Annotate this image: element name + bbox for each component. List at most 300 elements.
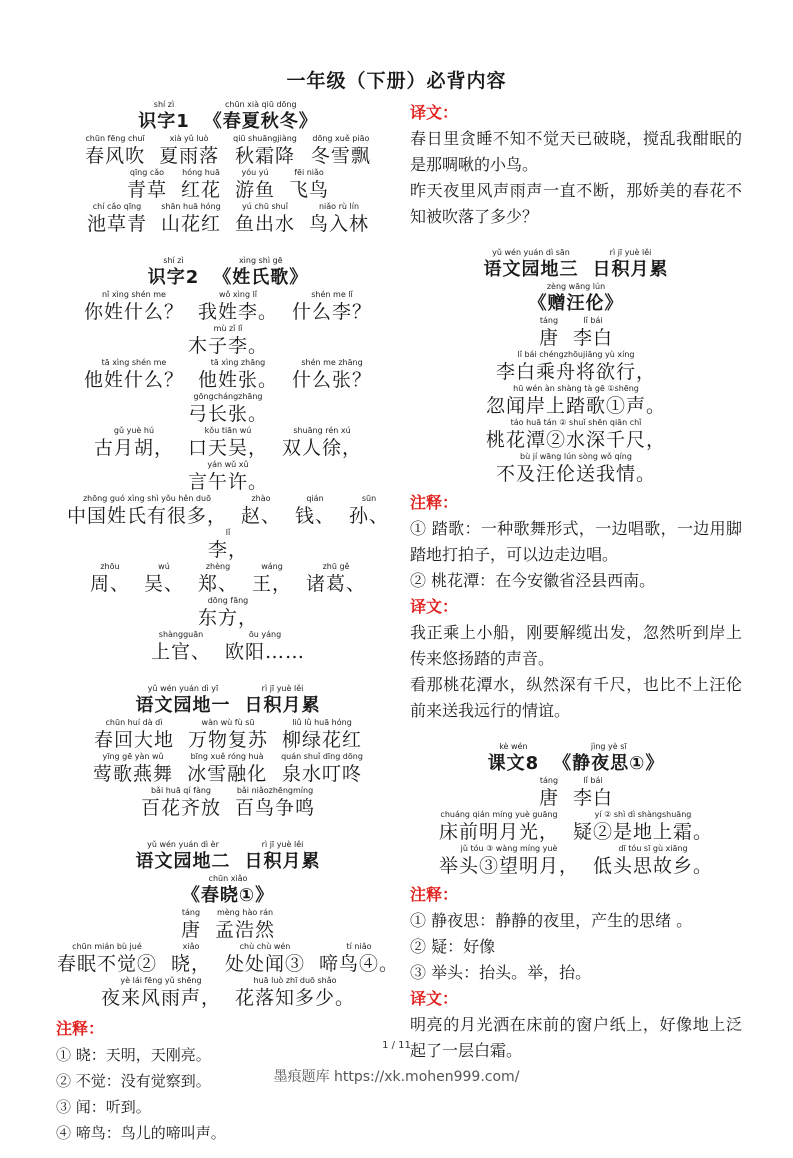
ruby-word xyxy=(529,282,624,316)
hanzi: 忽闻岸上踏歌①声。 xyxy=(485,395,666,417)
ruby-word xyxy=(349,494,389,528)
section-heading xyxy=(410,248,742,282)
pinyin: qiū shuāngjiàng xyxy=(233,134,297,143)
pinyin: chūn huí dà dì xyxy=(105,718,163,727)
translation-chunxiao xyxy=(410,100,742,230)
ruby-word xyxy=(553,742,664,776)
hanzi: 李白 xyxy=(573,787,614,809)
ruby-word xyxy=(215,908,275,942)
translation-text xyxy=(410,620,742,724)
ruby-word xyxy=(282,426,362,460)
hanzi: 什么张？ xyxy=(292,369,373,391)
hanzi: 百花齐放 xyxy=(140,797,221,819)
ruby-word xyxy=(252,562,292,596)
ruby-word xyxy=(573,810,713,844)
poem-author xyxy=(410,316,742,350)
right-column xyxy=(410,100,742,1076)
text-line: ① 晓：天明，天刚亮。 xyxy=(56,1046,211,1064)
hanzi: 《赠汪伦》 xyxy=(528,293,624,314)
hanzi: 百鸟争鸣 xyxy=(235,797,316,819)
pinyin: jìng yè sī xyxy=(590,742,627,751)
hanzi: 唐 xyxy=(538,327,559,349)
hanzi: 识字1 xyxy=(138,111,190,132)
ruby-word xyxy=(148,256,200,290)
pinyin: zhào xyxy=(251,494,271,503)
ruby-rows xyxy=(56,718,400,820)
page-title: 一年级（下册）必背内容 xyxy=(286,70,507,92)
ruby-word xyxy=(235,976,355,1010)
hanzi: 莺歌燕舞 xyxy=(93,763,174,785)
pinyin: chūn fēng chuī xyxy=(85,134,145,143)
pinyin: dōng xuě piāo xyxy=(312,134,370,143)
ruby-word xyxy=(93,752,173,786)
pinyin: nǐ xìng shén me xyxy=(101,290,166,299)
pinyin: bù jí wāng lún sòng wǒ qíng xyxy=(520,452,632,461)
text-line: ① 踏歌：一种歌舞形式，一边唱歌，一边用脚踏地打拍子，可以边走边唱。 xyxy=(410,519,742,564)
ruby-word xyxy=(198,596,258,630)
hanzi: 诸葛、 xyxy=(306,573,367,595)
ruby-row xyxy=(56,494,400,562)
ruby-word xyxy=(539,776,559,810)
ruby-word xyxy=(439,844,579,878)
notes-list xyxy=(410,516,742,594)
hanzi: 低头思故乡。 xyxy=(593,855,714,877)
pinyin: yí ② shì dì shàngshuāng xyxy=(594,810,692,819)
ruby-word xyxy=(292,358,372,392)
pinyin: shān huā hóng xyxy=(161,202,221,211)
poem-lines xyxy=(410,810,742,878)
ruby-word xyxy=(486,418,666,452)
hanzi: 语文园地二 xyxy=(135,851,231,872)
ruby-word xyxy=(198,358,278,392)
ruby-word xyxy=(188,426,268,460)
hanzi: 双人徐， xyxy=(282,437,363,459)
translation-text xyxy=(410,126,742,230)
ruby-word xyxy=(198,290,278,324)
ruby-word xyxy=(208,528,248,562)
pinyin: mù zǐ lǐ xyxy=(213,324,243,333)
ruby-word xyxy=(292,290,372,324)
pinyin: tí niǎo xyxy=(346,942,372,951)
ruby-word xyxy=(84,358,184,392)
ruby-word xyxy=(159,134,219,168)
section-shizi-1 xyxy=(56,100,400,236)
ruby-word xyxy=(94,426,174,460)
ruby-row xyxy=(56,290,400,358)
ruby-word xyxy=(319,942,399,976)
hanzi: 孟浩然 xyxy=(215,919,276,941)
text-line: 昨天夜里风声雨声一直不断，那娇美的春花不知被吹落了多少？ xyxy=(410,181,742,226)
ruby-word xyxy=(67,494,227,528)
ruby-word xyxy=(84,290,184,324)
hanzi: 弓长张。 xyxy=(187,403,268,425)
ruby-word xyxy=(188,392,268,426)
hanzi: 什么李？ xyxy=(292,301,373,323)
ruby-word xyxy=(136,840,231,874)
pinyin: zhū gě xyxy=(322,562,350,571)
hanzi: 东方， xyxy=(197,607,258,629)
ruby-word xyxy=(573,316,613,350)
ruby-word xyxy=(235,786,315,820)
hanzi: 夜来风雨声， xyxy=(100,987,221,1009)
pinyin: shí zì xyxy=(163,256,184,265)
pinyin: kè wén xyxy=(499,742,528,751)
section-shizi-2 xyxy=(56,256,400,664)
ruby-word xyxy=(187,752,267,786)
ruby-word xyxy=(235,168,275,202)
hanzi: 孙、 xyxy=(349,505,390,527)
pinyin: rì jī yuè lěi xyxy=(261,840,304,849)
section-heading xyxy=(56,840,400,874)
pinyin: chuáng qián míng yuè guāng xyxy=(440,810,558,819)
ruby-row xyxy=(410,418,742,486)
text-line: ② 疑：好像 xyxy=(410,937,496,956)
ruby-word xyxy=(204,100,318,134)
pinyin: bǎi huā qí fàng xyxy=(150,786,212,795)
hanzi: 《春夏秋冬》 xyxy=(203,111,318,132)
hanzi: 池草青 xyxy=(86,213,147,235)
text-line: 我正乘上小船，刚要解缆出发，忽然听到岸上传来悠扬踏的声音。 xyxy=(410,623,742,668)
pinyin: shí zì xyxy=(153,100,175,109)
translation-label: 译文： xyxy=(410,103,459,122)
pinyin: tā xìng zhāng xyxy=(210,358,266,367)
ruby-word xyxy=(245,840,321,874)
pinyin: dī tóu sī gù xiāng xyxy=(618,844,688,853)
pinyin: chí cǎo qīng xyxy=(92,202,142,211)
hanzi: 日积月累 xyxy=(592,259,669,280)
ruby-word xyxy=(90,562,130,596)
ruby-row xyxy=(56,202,400,236)
section-heading xyxy=(56,100,400,134)
hanzi: 日积月累 xyxy=(244,695,321,716)
site-watermark: 墨痕题库 https://xk.mohen999.com/ xyxy=(273,1069,520,1085)
pinyin: zèng wāng lún xyxy=(546,282,606,291)
hanzi: 李白乘舟将欲行， xyxy=(495,361,656,383)
pinyin: liǔ lǜ huā hóng xyxy=(292,718,352,727)
hanzi: 鱼出水 xyxy=(235,213,296,235)
ruby-row xyxy=(56,630,400,664)
hanzi: 周、 xyxy=(89,573,130,595)
ruby-word xyxy=(573,776,613,810)
pinyin: wú xyxy=(158,562,170,571)
pinyin: gǔ yuè hú xyxy=(113,426,155,435)
ruby-row xyxy=(56,168,400,202)
hanzi: 啼鸟④。 xyxy=(319,953,400,975)
pinyin: qián xyxy=(306,494,324,503)
pinyin: chūn mián bù jué xyxy=(72,942,142,951)
hanzi: 举头③望明月， xyxy=(438,855,579,877)
hanzi: 春回大地 xyxy=(93,729,174,751)
hanzi: 上官、 xyxy=(150,641,211,663)
ruby-word xyxy=(161,202,221,236)
ruby-word xyxy=(311,134,371,168)
notes-label: 注释： xyxy=(410,885,459,904)
ruby-word xyxy=(593,844,713,878)
hanzi: 泉水叮咚 xyxy=(282,763,363,785)
hanzi: 冬雪飘 xyxy=(310,145,371,167)
pinyin: jǔ tóu ③ wàng míng yuè xyxy=(460,844,558,853)
ruby-word xyxy=(235,202,295,236)
pinyin: xiǎo xyxy=(182,942,200,951)
pinyin: lǐ bái xyxy=(583,776,603,785)
hanzi: 木子李。 xyxy=(187,335,268,357)
pinyin: kǒu tiān wú xyxy=(204,426,252,435)
hanzi: 万物复苏 xyxy=(187,729,268,751)
ruby-word xyxy=(241,494,281,528)
ruby-word xyxy=(593,248,669,282)
ruby-word xyxy=(484,248,579,282)
ruby-word xyxy=(539,316,559,350)
section-kewen-8 xyxy=(410,742,742,1064)
hanzi: 春风吹 xyxy=(85,145,146,167)
hanzi: 《姓氏歌》 xyxy=(213,267,309,288)
ruby-row xyxy=(56,562,400,630)
page-number: 1 / 11 xyxy=(382,1040,411,1051)
hanzi: 李白 xyxy=(573,327,614,349)
ruby-word xyxy=(188,718,268,752)
hanzi: 秋霜降 xyxy=(234,145,295,167)
hanzi: 疑②是地上霜。 xyxy=(573,821,714,843)
pinyin: táng xyxy=(539,776,559,785)
hanzi: 他姓张。 xyxy=(197,369,278,391)
hanzi: 李， xyxy=(207,539,248,561)
pinyin: yè lái fēng yǔ shēng xyxy=(120,976,202,985)
pinyin: xìng shì gē xyxy=(238,256,283,265)
ruby-word xyxy=(198,562,238,596)
pinyin: qīng cǎo xyxy=(129,168,165,177)
hanzi: 吴、 xyxy=(143,573,184,595)
ruby-word xyxy=(213,256,308,290)
hanzi: 语文园地三 xyxy=(483,259,579,280)
pinyin: huā luò zhī duō shǎo xyxy=(253,976,337,985)
pinyin: táng xyxy=(181,908,201,917)
text-line: ③ 闻：听到。 xyxy=(56,1098,151,1116)
pinyin: sūn xyxy=(361,494,377,503)
hanzi: 郑、 xyxy=(197,573,238,595)
pinyin: yǔ wén yuán dì èr xyxy=(147,840,219,849)
ruby-row xyxy=(56,752,400,786)
pinyin: chūn xiǎo xyxy=(208,874,248,883)
poem-title xyxy=(56,874,400,908)
ruby-row xyxy=(56,976,400,1010)
poem-title xyxy=(410,282,742,316)
ruby-word xyxy=(127,168,167,202)
text-line: ① 静夜思：静静的夜里，产生的思绪 。 xyxy=(410,911,693,930)
ruby-word xyxy=(306,562,366,596)
ruby-rows xyxy=(56,290,400,664)
ruby-word xyxy=(151,630,211,664)
hanzi: 游鱼 xyxy=(235,179,276,201)
pinyin: shén me zhāng xyxy=(301,358,363,367)
pinyin: zhōu xyxy=(100,562,120,571)
ruby-word xyxy=(225,942,305,976)
pinyin: yán wǔ xǔ xyxy=(207,460,249,469)
ruby-word xyxy=(233,134,297,168)
poem-lines xyxy=(410,350,742,486)
pinyin: zhèng xyxy=(205,562,231,571)
pinyin: fēi niǎo xyxy=(294,168,324,177)
text-line: 明亮的月光洒在床前的窗户纸上，好像地上泛起了一层白霜。 xyxy=(410,1015,742,1060)
pinyin: hóng huā xyxy=(182,168,220,177)
notes-list xyxy=(410,908,742,986)
section-heading xyxy=(56,256,400,290)
text-line: ② 桃花潭：在今安徽省泾县西南。 xyxy=(410,571,656,590)
hanzi: 处处闻③ xyxy=(225,953,306,975)
pinyin: yīng gē yàn wǔ xyxy=(102,752,164,761)
ruby-word xyxy=(486,384,666,418)
hanzi: 飞鸟 xyxy=(289,179,330,201)
hanzi: 日积月累 xyxy=(244,851,321,872)
ruby-row xyxy=(56,786,400,820)
ruby-row xyxy=(56,426,400,494)
ruby-word xyxy=(138,100,190,134)
text-line: ② 不觉：没有觉察到。 xyxy=(56,1072,211,1090)
ruby-row xyxy=(56,134,400,168)
text-line: 春日里贪睡不知不觉天已破晓，搅乱我酣眠的是那啁啾的小鸟。 xyxy=(410,129,742,174)
section-heading xyxy=(410,742,742,776)
hanzi: 王， xyxy=(252,573,293,595)
ruby-word xyxy=(289,168,329,202)
pinyin: shàngguān xyxy=(158,630,204,639)
hanzi: 鸟入林 xyxy=(309,213,370,235)
pinyin: wǒ xìng lǐ xyxy=(218,290,258,299)
pinyin: dōng fāng xyxy=(207,596,249,605)
ruby-word xyxy=(439,810,559,844)
text-line: ③ 举头：抬头。举，抬。 xyxy=(410,963,592,982)
ruby-word xyxy=(309,202,369,236)
hanzi: 《静夜思①》 xyxy=(553,753,665,774)
hanzi: 柳绿花红 xyxy=(282,729,363,751)
hanzi: 中国姓氏有很多， xyxy=(66,505,227,527)
ruby-word xyxy=(295,494,335,528)
hanzi: 《春晓①》 xyxy=(181,885,275,906)
ruby-word xyxy=(141,786,221,820)
section-heading xyxy=(56,684,400,718)
ruby-row xyxy=(56,718,400,752)
hanzi: 课文8 xyxy=(487,753,540,774)
notes-label: 注释： xyxy=(410,493,459,512)
ruby-row xyxy=(56,358,400,426)
poem-author xyxy=(56,908,400,942)
hanzi: 语文园地一 xyxy=(135,695,231,716)
ruby-row xyxy=(410,844,742,878)
ruby-word xyxy=(171,942,211,976)
hanzi: 夏雨落 xyxy=(159,145,220,167)
translation-label: 译文： xyxy=(410,989,459,1008)
hanzi: 你姓什么？ xyxy=(83,301,184,323)
pinyin: shén me lǐ xyxy=(311,290,353,299)
hanzi: 桃花潭②水深千尺， xyxy=(485,429,666,451)
text-line: 看那桃花潭水，纵然深有千尺，也比不上汪伦前来送我远行的情谊。 xyxy=(410,675,742,720)
left-column xyxy=(56,100,400,1158)
pinyin: táo huā tán ② shuǐ shēn qiān chǐ xyxy=(510,418,642,427)
pinyin: gōngchángzhāng xyxy=(193,392,263,401)
text-line: ④ 啼鸟：鸟儿的啼叫声。 xyxy=(56,1124,226,1142)
pinyin: chù chù wén xyxy=(239,942,291,951)
hanzi: 古月胡， xyxy=(93,437,174,459)
pinyin: quán shuǐ dīng dōng xyxy=(281,752,363,761)
pinyin: lǐ bái xyxy=(583,316,603,325)
pinyin: táng xyxy=(539,316,559,325)
ruby-word xyxy=(282,718,362,752)
pinyin: chūn xià qiū dōng xyxy=(224,100,297,109)
ruby-word xyxy=(488,742,540,776)
pinyin: yǔ wén yuán dì sān xyxy=(492,248,570,257)
pinyin: wàn wù fù sū xyxy=(201,718,255,727)
hanzi: 识字2 xyxy=(147,267,200,288)
pinyin: yǔ wén yuán dì yī xyxy=(147,684,219,693)
ruby-word xyxy=(245,684,321,718)
translation-text xyxy=(410,1012,742,1064)
pinyin: hū wén àn shàng tà gē ①shēng xyxy=(513,384,639,393)
pinyin: rì jī yuè lěi xyxy=(609,248,652,257)
ruby-row xyxy=(410,350,742,418)
ruby-word xyxy=(188,324,268,358)
hanzi: 晓， xyxy=(170,953,211,975)
section-yuwen-1 xyxy=(56,684,400,820)
hanzi: 春眠不觉② xyxy=(56,953,157,975)
pinyin: ōu yáng xyxy=(248,630,282,639)
pinyin: lǐ xyxy=(225,528,231,537)
hanzi: 我姓李。 xyxy=(197,301,278,323)
pinyin: wáng xyxy=(261,562,283,571)
hanzi: 唐 xyxy=(180,919,201,941)
ruby-word xyxy=(225,630,305,664)
notes-label: 注释： xyxy=(56,1019,105,1038)
hanzi: 口天吴， xyxy=(187,437,268,459)
pinyin: shuāng rén xú xyxy=(293,426,351,435)
pinyin: bǎi niǎozhēngmíng xyxy=(236,786,314,795)
pinyin: niǎo rù lín xyxy=(318,202,360,211)
ruby-word xyxy=(136,684,231,718)
ruby-word xyxy=(181,908,201,942)
hanzi: 红花 xyxy=(180,179,221,201)
pinyin: bīng xuě róng huà xyxy=(190,752,264,761)
pinyin: lǐ bái chéngzhōujiāng yù xíng xyxy=(517,350,635,359)
ruby-row xyxy=(410,810,742,844)
hanzi: 床前明月光， xyxy=(438,821,559,843)
hanzi: 赵、 xyxy=(240,505,281,527)
pinyin: yú chū shuǐ xyxy=(242,202,288,211)
hanzi: 青草 xyxy=(126,179,167,201)
ruby-word xyxy=(181,168,221,202)
hanzi: 唐 xyxy=(538,787,559,809)
hanzi: 欧阳…… xyxy=(225,641,306,663)
hanzi: 花落知多少。 xyxy=(235,987,356,1009)
pinyin: tā xìng shén me xyxy=(101,358,167,367)
ruby-word xyxy=(188,460,268,494)
ruby-word xyxy=(144,562,184,596)
hanzi: 他姓什么？ xyxy=(83,369,184,391)
pinyin: xià yǔ luò xyxy=(169,134,209,143)
poem-author xyxy=(410,776,742,810)
hanzi: 山花红 xyxy=(160,213,221,235)
ruby-word xyxy=(57,942,157,976)
hanzi: 不及汪伦送我情。 xyxy=(495,463,656,485)
poem-lines xyxy=(56,942,400,1010)
ruby-word xyxy=(496,350,656,384)
translation-label: 译文： xyxy=(410,597,459,616)
pinyin: mèng hào rán xyxy=(216,908,274,917)
section-yuwen-3 xyxy=(410,248,742,724)
section-yuwen-2 xyxy=(56,840,400,1146)
ruby-word xyxy=(182,874,274,908)
ruby-word xyxy=(496,452,656,486)
ruby-word xyxy=(87,202,147,236)
pinyin: yóu yú xyxy=(241,168,269,177)
ruby-row xyxy=(56,942,400,976)
ruby-rows xyxy=(56,134,400,236)
